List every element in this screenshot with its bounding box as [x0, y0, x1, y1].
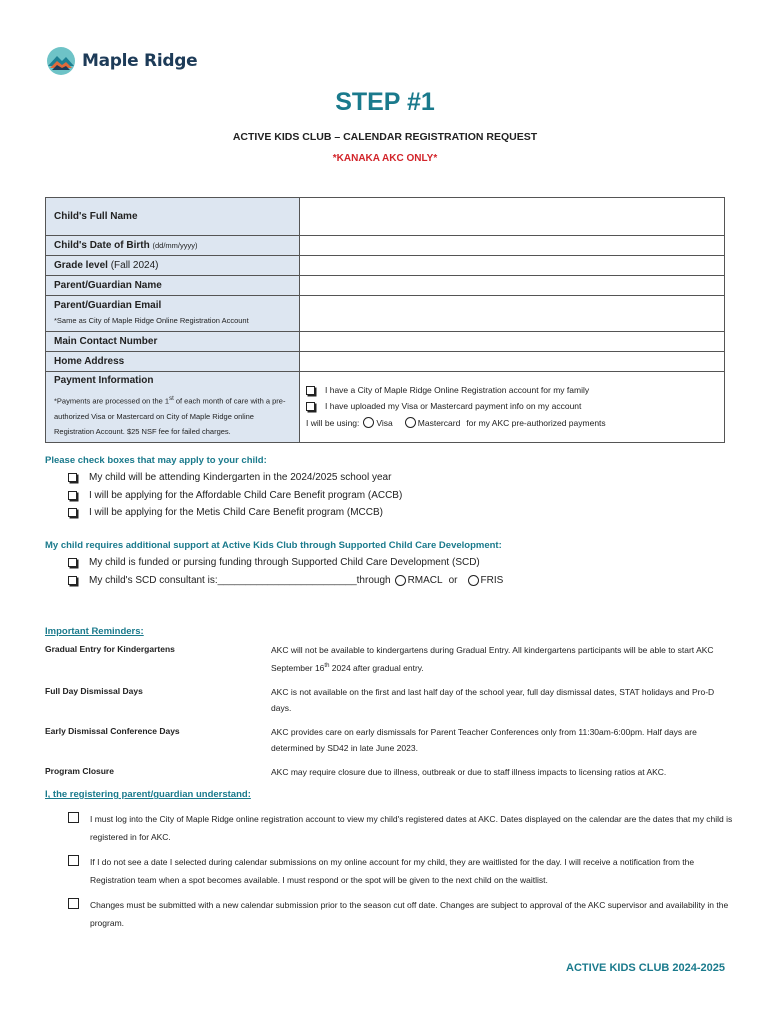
payment-note-b: of each month of care with a pre-authorized Visa or Mastercard on City of Maple Ridge online Registration Account. $25 NSF fee for failed charges.	[54, 396, 286, 436]
grade-label-text: Grade level	[54, 260, 108, 271]
mastercard-radio[interactable]	[405, 417, 416, 428]
pay-option-uploaded[interactable]	[300, 398, 724, 414]
guardian-email-label-text: Parent/Guardian Email	[54, 299, 162, 311]
reminder-row	[45, 642, 730, 676]
child-name-field[interactable]	[300, 198, 725, 236]
checkbox[interactable]	[68, 855, 79, 866]
list-item[interactable]	[68, 504, 402, 522]
reminder-value-b: 2024 after gradual entry.	[329, 662, 424, 673]
list-item[interactable]	[68, 469, 402, 487]
reminder-sup: th	[324, 663, 330, 669]
checkbox[interactable]	[68, 898, 79, 909]
brand-name: Maple Ridge	[82, 51, 198, 71]
footer-label: ACTIVE KIDS CLUB 2024-2025	[566, 962, 725, 974]
reminder-row	[45, 724, 730, 756]
address-field[interactable]	[300, 352, 725, 372]
list-item[interactable]	[68, 554, 503, 572]
payment-note-a: *Payments are processed on the 1	[54, 396, 170, 406]
reminders-heading: Important Reminders:	[45, 626, 144, 637]
apply-item-label: I will be applying for the Metis Child Care Benefit program (MCCB)	[89, 507, 383, 519]
guardian-email-field[interactable]	[300, 296, 725, 332]
apply-heading: Please check boxes that may apply to your child:	[45, 455, 267, 466]
table-row	[46, 198, 725, 236]
pay-suffix: for my AKC pre-authorized payments	[466, 417, 606, 428]
checkbox[interactable]	[68, 473, 77, 482]
pay-option-uploaded-label: I have uploaded my Visa or Mastercard payment info on my account	[325, 401, 582, 412]
checkbox[interactable]	[306, 402, 315, 411]
mastercard-label: Mastercard	[417, 417, 461, 428]
or-label: or	[448, 574, 458, 586]
pay-option-account-label: I have a City of Maple Ridge Online Registration account for my family	[325, 385, 590, 396]
understand-item-text: If I do not see a date I selected during calendar submissions on my online account for my child, they are waitlisted for the day. I will receive a notification from the Registration team when a spot becomes available. I must respond or the spot will be given to the next child on the waitlist.	[90, 857, 695, 885]
list-item[interactable]	[68, 810, 733, 846]
child-name-label: Child's Full Name	[46, 198, 300, 236]
checkbox[interactable]	[68, 508, 77, 517]
reminder-value: AKC may require closure due to illness, outbreak or due to staff illness impacts to licensing ratios at AKC.	[271, 766, 667, 777]
checkbox[interactable]	[68, 558, 77, 567]
dob-label	[46, 236, 300, 256]
reminder-value: AKC provides care on early dismissals for Parent Teacher Conferences only from 11:30am-6:00pm. Half days are determined by SD42 in late June 2023.	[271, 726, 697, 753]
payment-note-sup: st	[169, 396, 174, 402]
fris-label: FRIS	[480, 574, 504, 586]
reminder-value: AKC is not available on the first and last half day of the school year, full day dismissal dates, STAT holidays and Pro-D days.	[271, 686, 715, 713]
apply-item-label: My child will be attending Kindergarten in the 2024/2025 school year	[89, 472, 392, 484]
reminder-key: Program Closure	[45, 765, 114, 776]
grade-hint: (Fall 2024)	[110, 260, 159, 271]
checkbox[interactable]	[68, 491, 77, 500]
understand-heading: I, the registering parent/guardian understand:	[45, 789, 251, 800]
payment-label-text: Payment Information	[54, 375, 154, 386]
registration-table	[45, 197, 725, 443]
table-row	[46, 372, 725, 443]
address-label: Home Address	[46, 352, 300, 372]
reminder-row	[45, 684, 730, 716]
reminder-value-a: AKC will not be available to kindergartens during Gradual Entry. All kindergartens participants will be able to start AKC September 16	[271, 645, 714, 673]
payment-options	[300, 372, 725, 443]
payment-label	[46, 372, 300, 443]
scd-consultant-label: My child's SCD consultant is:_________________________through	[89, 574, 391, 586]
checkbox[interactable]	[68, 812, 79, 823]
list-item[interactable]	[68, 572, 503, 590]
pay-option-account[interactable]	[300, 382, 724, 398]
list-item[interactable]	[68, 487, 402, 505]
apply-item-label: I will be applying for the Affordable Child Care Benefit program (ACCB)	[89, 489, 403, 501]
mountain-logo-icon	[46, 46, 76, 76]
pay-card-choice	[300, 414, 724, 431]
guardian-name-field[interactable]	[300, 276, 725, 296]
table-row	[46, 332, 725, 352]
dob-field[interactable]	[300, 236, 725, 256]
rmacl-label: RMACL	[407, 574, 443, 586]
reminder-value	[271, 642, 730, 676]
maple-ridge-logo	[46, 46, 197, 76]
contact-label: Main Contact Number	[46, 332, 300, 352]
understand-list	[68, 810, 733, 939]
scd-list	[68, 554, 503, 589]
fris-radio[interactable]	[468, 575, 479, 586]
guardian-name-label: Parent/Guardian Name	[46, 276, 300, 296]
guardian-email-note: *Same as City of Maple Ridge Online Registration Account	[54, 315, 249, 325]
visa-label: Visa	[376, 417, 393, 428]
checkbox[interactable]	[306, 386, 315, 395]
apply-list	[68, 469, 402, 522]
payment-note	[54, 392, 291, 439]
step-title: STEP #1	[335, 88, 435, 116]
dob-label-text: Child's Date of Birth	[54, 240, 150, 251]
grade-label	[46, 256, 300, 276]
reminders-list	[45, 642, 730, 788]
reminder-key: Early Dismissal Conference Days	[45, 725, 180, 736]
location-note: *KANAKA AKC ONLY*	[332, 153, 438, 164]
understand-item-text: I must log into the City of Maple Ridge online registration account to view my child's registered dates at AKC. Dates displayed on the calendar are the dates that my child is registered in for AKC.	[90, 814, 733, 842]
table-row	[46, 296, 725, 332]
contact-field[interactable]	[300, 332, 725, 352]
table-row	[46, 276, 725, 296]
pay-using-label: I will be using:	[306, 417, 360, 428]
list-item[interactable]	[68, 853, 733, 889]
table-row	[46, 256, 725, 276]
checkbox[interactable]	[68, 576, 77, 585]
list-item[interactable]	[68, 896, 733, 932]
guardian-email-label	[46, 296, 300, 332]
dob-hint: (dd/mm/yyyy)	[152, 241, 198, 250]
reminder-key: Full Day Dismissal Days	[45, 685, 143, 696]
table-row	[46, 236, 725, 256]
form-subtitle: ACTIVE KIDS CLUB – CALENDAR REGISTRATION REQUEST	[232, 131, 538, 143]
understand-item-text: Changes must be submitted with a new calendar submission prior to the season cut off date. Changes are subject to approval of the AKC supervisor and availability in the program.	[90, 900, 729, 928]
table-row	[46, 352, 725, 372]
grade-field[interactable]	[300, 256, 725, 276]
rmacl-radio[interactable]	[395, 575, 406, 586]
scd-item-label: My child is funded or pursing funding through Supported Child Care Development (SCD)	[89, 557, 480, 569]
reminder-key: Gradual Entry for Kindergartens	[45, 644, 175, 654]
scd-heading: My child requires additional support at Active Kids Club through Supported Child Care Development:	[45, 540, 502, 551]
visa-radio[interactable]	[363, 417, 374, 428]
reminder-row	[45, 764, 730, 780]
